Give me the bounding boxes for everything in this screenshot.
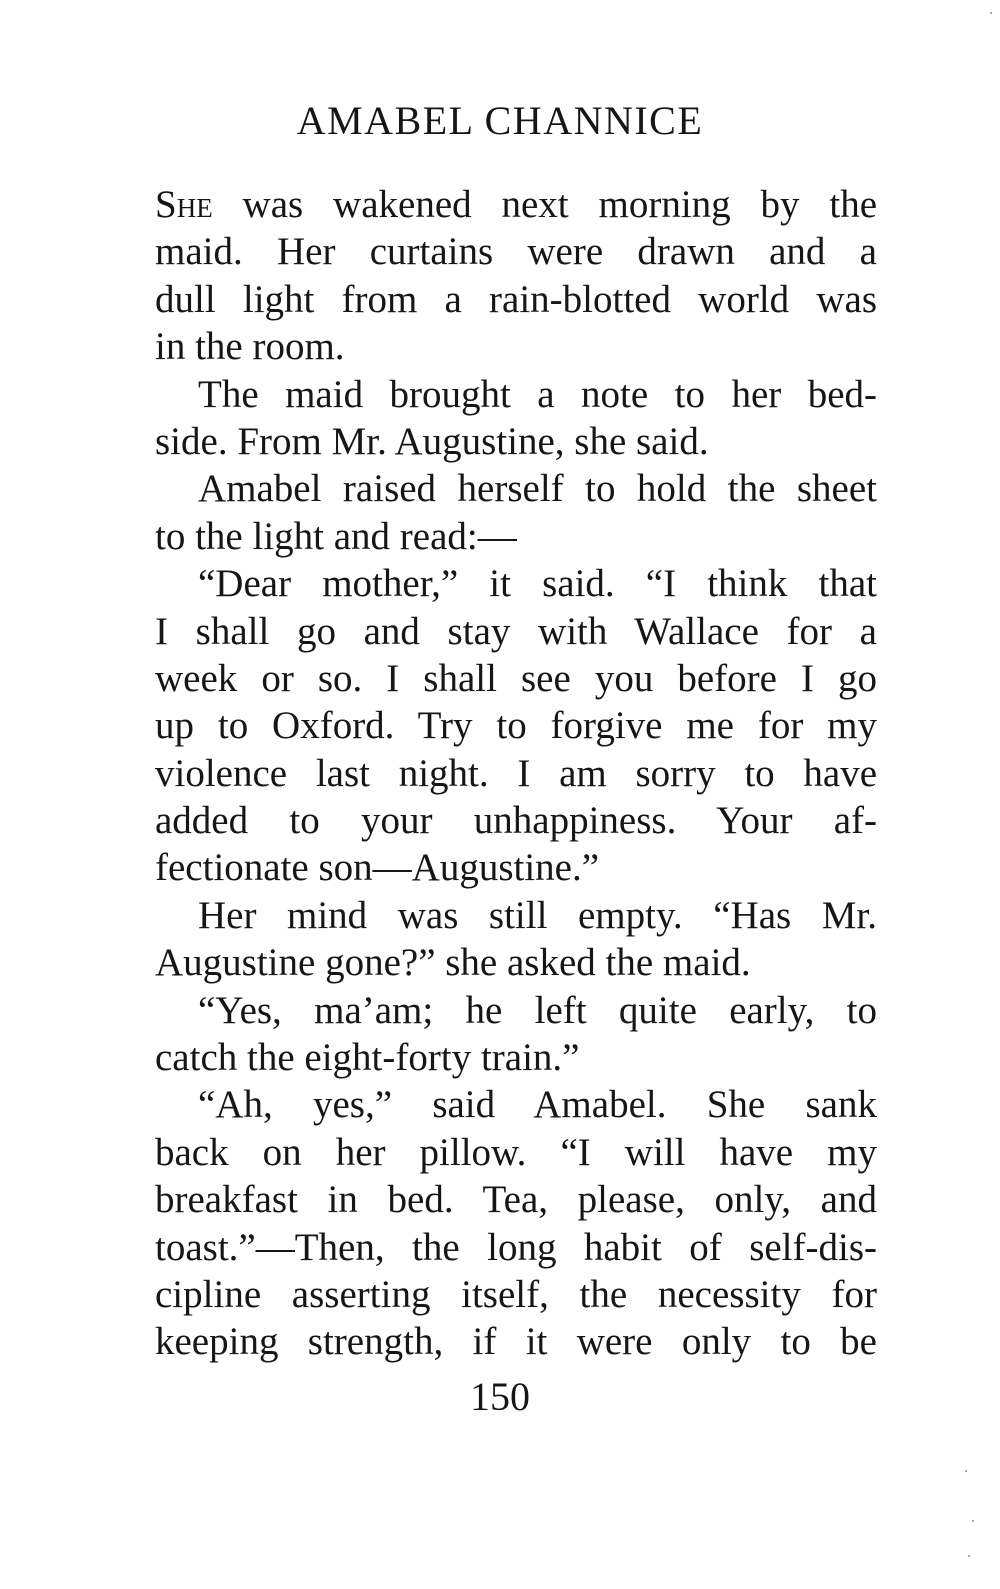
- text-line: keeping strength, if it were only to be: [155, 1320, 877, 1364]
- body-text: [155, 181, 877, 1366]
- text-line: in the room.: [155, 325, 345, 369]
- scan-speck: [972, 1520, 974, 1522]
- text-line: fectionate son—Augustine.”: [155, 846, 600, 890]
- paragraph: [155, 987, 877, 1082]
- text-line: Augustine gone?” she asked the maid.: [155, 941, 751, 985]
- text-line: maid. Her curtains were drawn and a: [155, 230, 877, 274]
- paragraph: [155, 892, 877, 987]
- text-line: “Dear mother,” it said. “I think that: [198, 562, 877, 606]
- text-line: added to your unhappiness. Your af-: [155, 799, 877, 843]
- running-head: AMABEL CHANNICE: [296, 98, 704, 143]
- page-number: 150: [470, 1374, 530, 1419]
- text-line: She was wakened next morning by the: [155, 183, 878, 226]
- text-line: Her mind was still empty. “Has Mr.: [198, 893, 877, 937]
- text-line: “Ah, yes,” said Amabel. She sank: [198, 1083, 877, 1127]
- scan-speck: [990, 12, 992, 14]
- text-line: back on her pillow. “I will have my: [155, 1130, 877, 1174]
- text-line: I shall go and stay with Wallace for a: [155, 609, 877, 653]
- text-line: week or so. I shall see you before I go: [155, 656, 877, 700]
- scan-speck: [965, 1470, 967, 1472]
- paragraph: [155, 560, 877, 892]
- smallcaps-lead-word: She: [155, 183, 213, 226]
- paragraph: [155, 1081, 877, 1365]
- text-line: violence last night. I am sorry to have: [155, 751, 877, 795]
- text-line: cipline asserting itself, the necessity for: [155, 1272, 877, 1316]
- text-line: “Yes, ma’am; he left quite early, to: [198, 988, 877, 1032]
- paragraph: [155, 465, 877, 560]
- text-line: catch the eight-forty train.”: [155, 1036, 580, 1080]
- text-line: breakfast in bed. Tea, please, only, and: [155, 1178, 877, 1222]
- text-line: up to Oxford. Try to forgive me for my: [155, 704, 877, 748]
- text-line: Amabel raised herself to hold the sheet: [198, 467, 877, 511]
- scan-speck: [968, 1555, 970, 1557]
- text-line: side. From Mr. Augustine, she said.: [155, 419, 709, 463]
- paragraph: [155, 181, 877, 371]
- text-line: toast.”—Then, the long habit of self-dis-: [155, 1225, 877, 1269]
- paragraph: [155, 371, 877, 466]
- text-line: to the light and read:—: [155, 514, 517, 558]
- text-line: The maid brought a note to her bed-: [198, 372, 877, 416]
- text-line: dull light from a rain-blotted world was: [155, 277, 877, 321]
